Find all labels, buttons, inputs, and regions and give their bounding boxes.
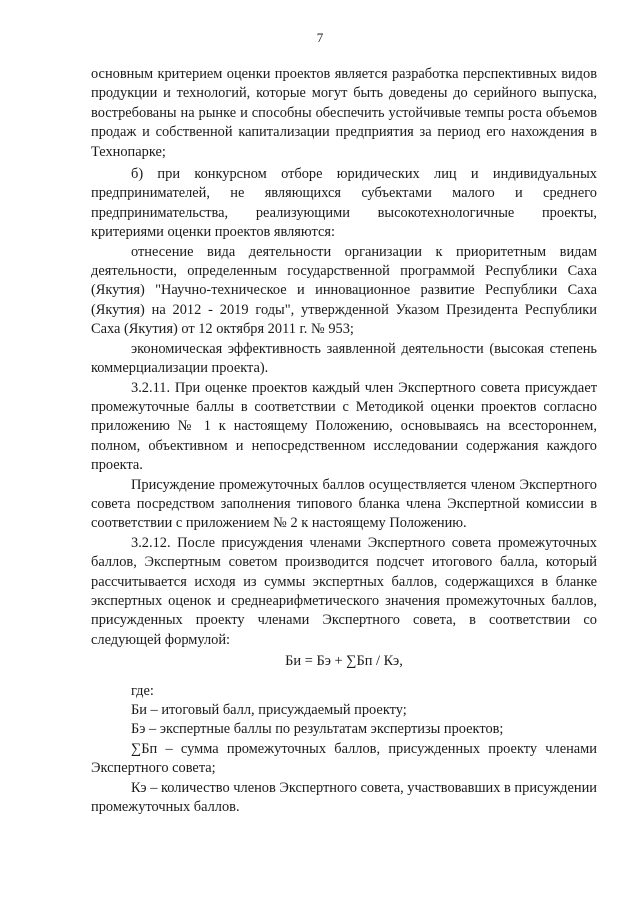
page-number: 7 xyxy=(316,30,324,45)
paragraph-intermediate-scores: Присуждение промежуточных баллов осуществляется членом Экспертного совета посредством заполнения типового бланка члена Экспертной комиссии в соответствии с приложением № 2 к настоящему Положению. xyxy=(91,476,597,532)
definition-final-score: Би – итоговый балл, присуждаемый проекту; xyxy=(131,702,407,718)
paragraph-3-2-12: 3.2.12. После присуждения членами Экспертного совета промежуточных баллов, Экспертным советом производится подсчет итогового балла, который рассчитывается исходя из суммы экспертных баллов, содержащихся в бланке экспертных оценок и среднеарифметического значения промежуточных баллов, присужденных проекту членами Экспертного совета, в соответствии со следующей формулой: xyxy=(91,534,597,648)
definition-sum-intermediate: ∑Бп – сумма промежуточных баллов, присужденных проекту членами Экспертного совета; xyxy=(91,740,597,777)
definition-member-count: Кэ – количество членов Экспертного совета, участвовавших в присуждении промежуточных баллов. xyxy=(91,779,597,816)
paragraph-3-2-11: 3.2.11. При оценке проектов каждый член Экспертного совета присуждает промежуточные баллы в соответствии с Методикой оценки проектов согласно приложению № 1 к настоящему Положению, основываясь на всестороннем, полном, объективном и непосредственном исследовании содержания каждого проекта. xyxy=(91,379,597,474)
paragraph-criteria-continuation: основным критерием оценки проектов является разработка перспективных видов продукции и технологий, которые могут быть доведены до серийного выпуска, востребованы на рынке и способны обеспечить устойчивые темпы роста объемов продаж и собственной капитализации предприятия за период его нахождения в Технопарке; xyxy=(91,66,597,160)
where-label: где: xyxy=(131,682,154,699)
paragraph-economic-efficiency: экономическая эффективность заявленной деятельности (высокая степень коммерциализации проекта). xyxy=(91,340,597,377)
definition-expert-score: Бэ – экспертные баллы по результатам экспертизы проектов; xyxy=(131,721,504,738)
document-body xyxy=(91,65,597,817)
paragraph-priority-activity: отнесение вида деятельности организации к приоритетным видам деятельности, определенным государственной программой Республики Саха (Якутия) "Научно-техническое и инновационное развитие Республики Саха (Якутия) на 2012 - 2019 годы", утвержденной Указом Президента Республики Саха (Якутия) от 12 октября 2011 г. № 953; xyxy=(91,243,597,338)
score-formula: Би = Бэ + ∑Бп / Кэ, xyxy=(285,653,403,670)
paragraph-item-b: б) при конкурсном отборе юридических лиц и индивидуальных предпринимателей, не являющихся субъектами малого и среднего предпринимательства, реализующими высокотехнологичные проекты, критериями оценки проектов являются: xyxy=(91,166,597,241)
